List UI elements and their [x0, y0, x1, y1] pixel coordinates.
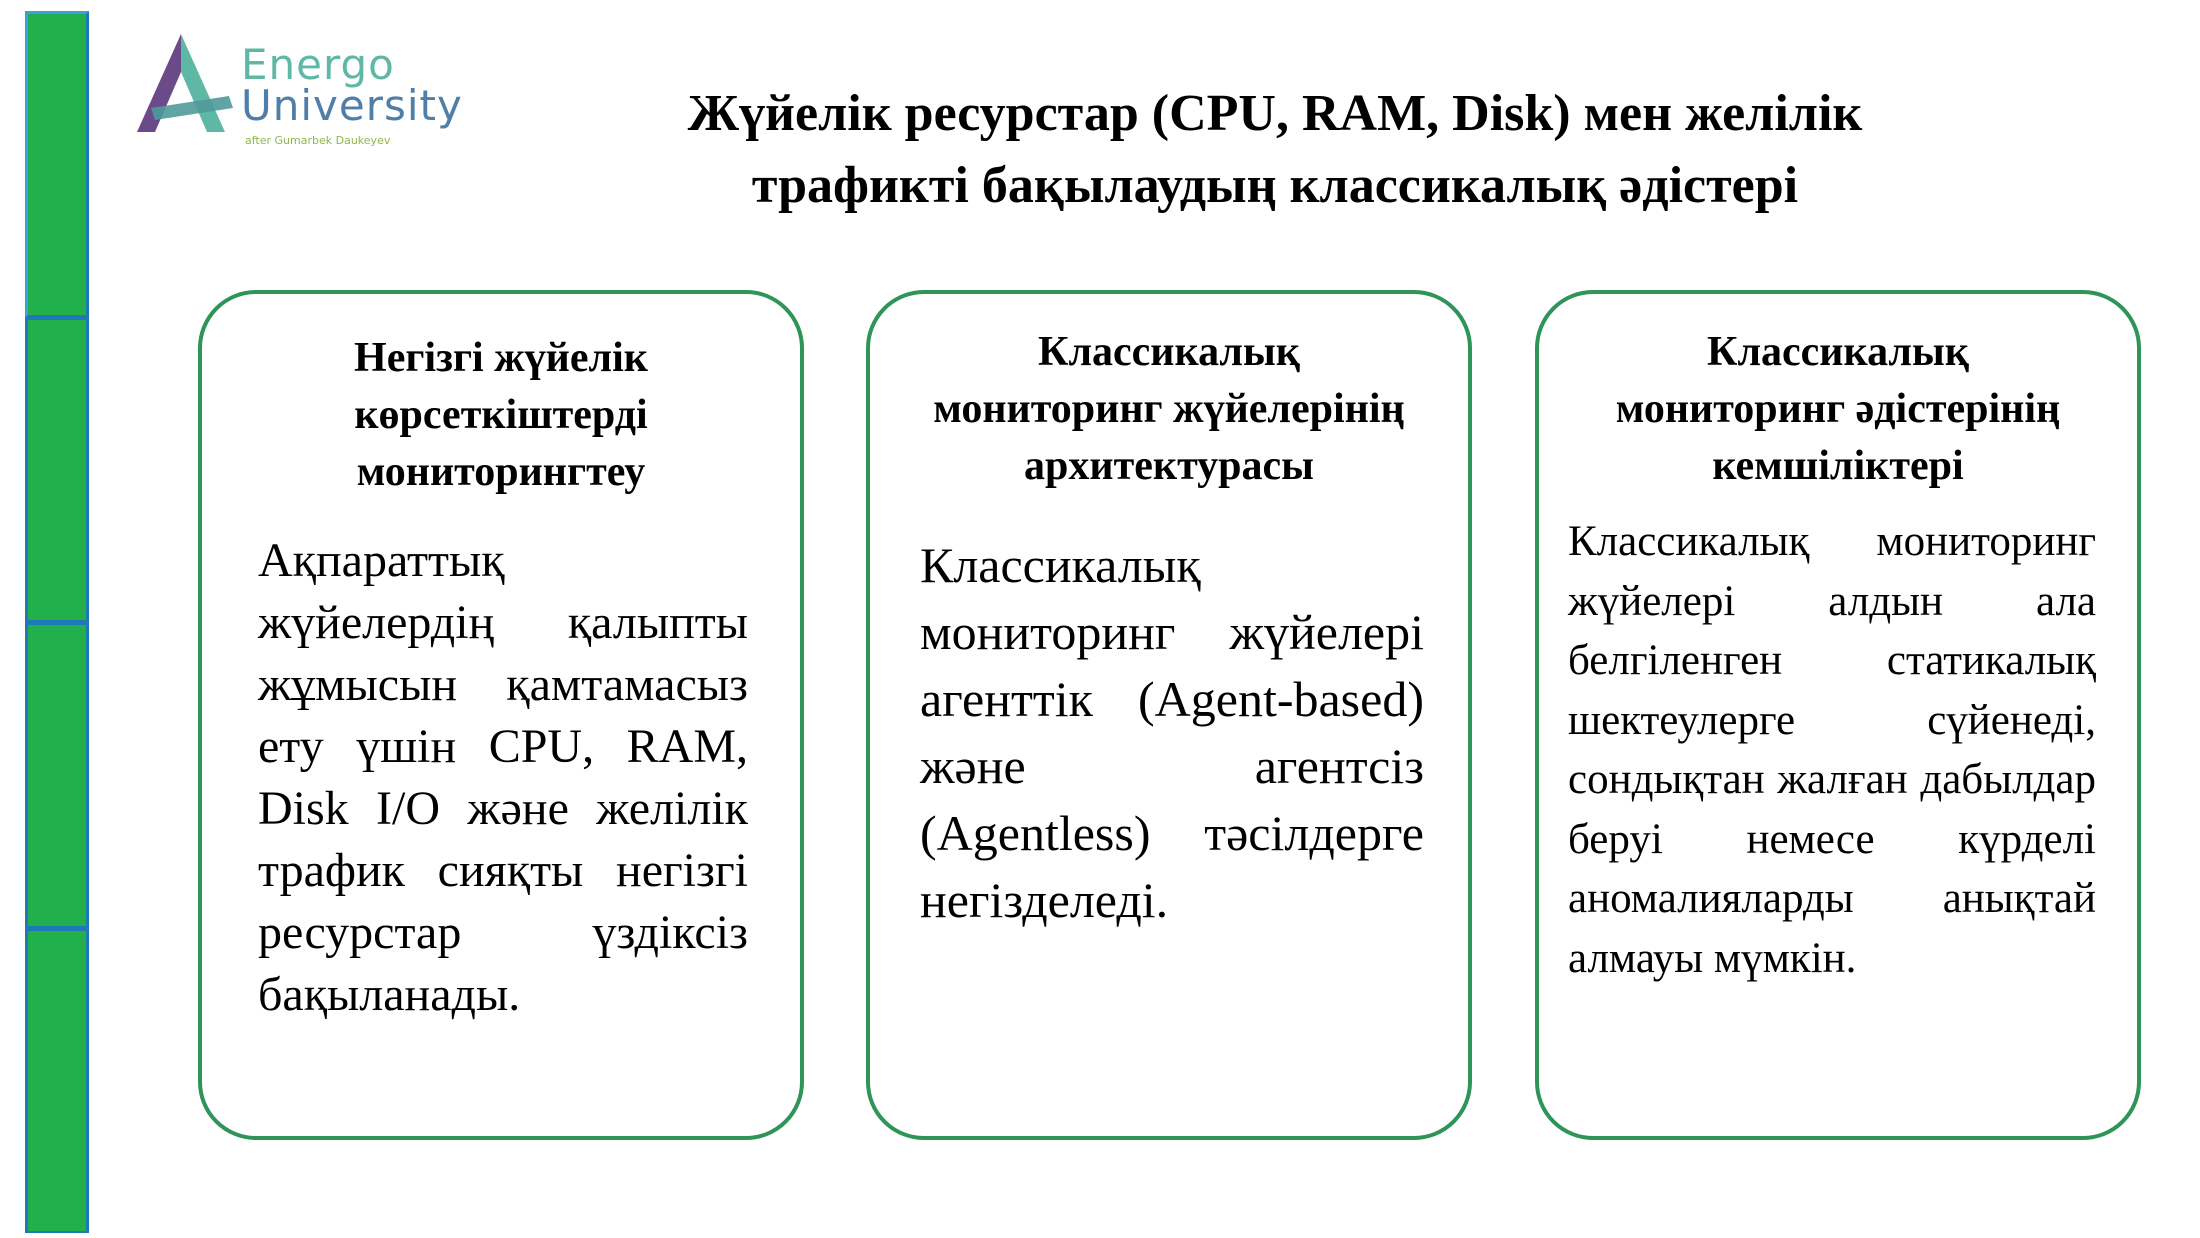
sidebar-segment	[25, 11, 89, 317]
page-title-line: трафикті бақылаудың классикалық әдістері	[751, 157, 1799, 214]
logo	[133, 28, 473, 148]
card-body: Классикалық мониторинг жүйелері алдын ала белгіленген статикалық шектеулерге сүйенеді, сондықтан жалған дабылдар беруі немесе күрделі аномалияларды анықтай алмауы мүмкін.	[1568, 518, 2096, 982]
logo-word-university: University	[241, 81, 463, 130]
card-title-line: кемшіліктері	[1712, 443, 1964, 489]
card-title-line: Классикалық	[1038, 329, 1300, 375]
card-title	[1559, 324, 2117, 495]
logo-mark-icon	[133, 28, 243, 148]
card-title-line: архитектурасы	[1024, 443, 1314, 489]
card-drawbacks	[1535, 290, 2141, 1140]
page-title	[560, 78, 1990, 222]
card-body: Классикалық мониторинг жүйелері агенттік (Agent-based) және агентсіз (Agentless) тәсілдерге негізделеді.	[920, 537, 1424, 928]
card-title-line: мониторинг әдістерінің	[1615, 386, 2061, 432]
sidebar-decoration	[25, 11, 89, 1233]
card-title-line: Негізгі жүйелік	[354, 335, 648, 381]
page-title-line: Жүйелік ресурстар (CPU, RAM, Disk) мен желілік	[687, 85, 1863, 142]
card-title-line: көрсеткіштерді	[354, 392, 648, 438]
card-title	[890, 324, 1448, 495]
card-system-metrics	[198, 290, 804, 1140]
card-architecture	[866, 290, 1472, 1140]
card-title	[222, 330, 780, 501]
card-title-line: мониторингтеу	[356, 449, 646, 495]
sidebar-segment	[25, 622, 89, 928]
card-body: Ақпараттық жүйелердің қалыпты жұмысын қамтамасыз ету үшін CPU, RAM, Disk I/O және желілік трафик сияқты негізгі ресурстар үздіксіз бақыланады.	[258, 534, 748, 1021]
sidebar-segment	[25, 928, 89, 1234]
card-title-line: Классикалық	[1707, 329, 1969, 375]
card-title-line: мониторинг жүйелерінің	[933, 386, 1405, 432]
sidebar-segment	[25, 317, 89, 623]
logo-tagline: after Gumarbek Daukeyev	[245, 134, 391, 147]
logo-word-energo: Energo	[241, 40, 395, 89]
